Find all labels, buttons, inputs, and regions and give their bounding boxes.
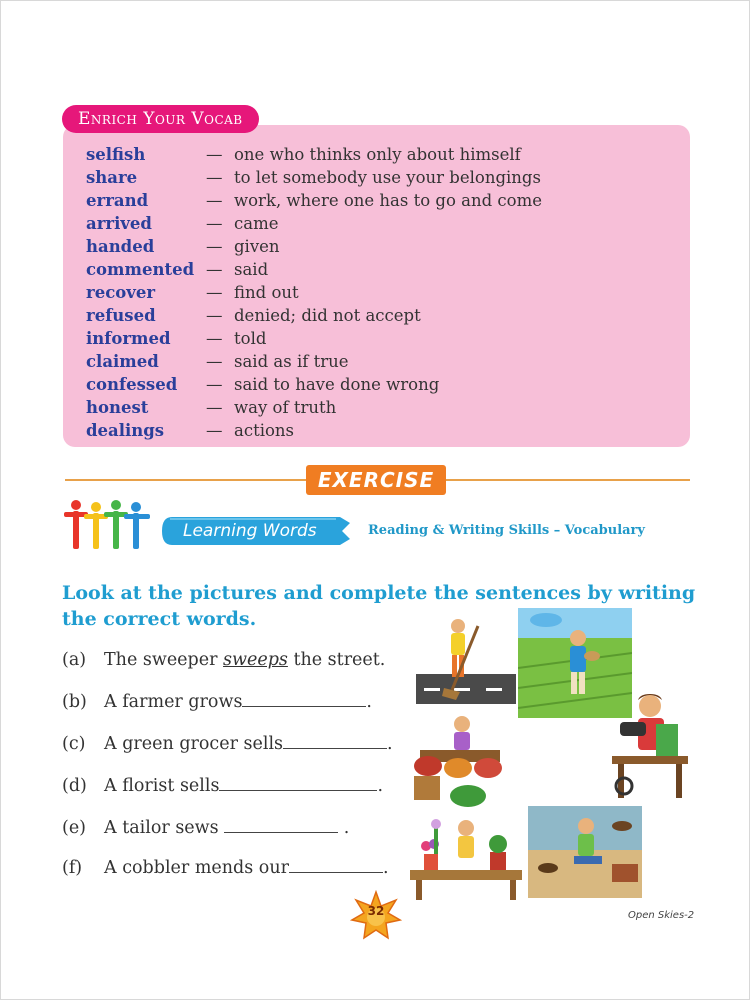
vocab-word: informed	[86, 329, 171, 348]
vocab-row	[86, 258, 542, 281]
vocab-row	[86, 350, 542, 373]
vocab-dash: —	[206, 237, 223, 256]
vocab-row	[86, 143, 542, 166]
vocab-meaning: find out	[234, 283, 299, 302]
vocab-word: confessed	[86, 375, 178, 394]
vocab-word: selfish	[86, 145, 146, 164]
vocab-word: recover	[86, 283, 156, 302]
children-figures-icon	[64, 498, 154, 552]
vocab-dash: —	[206, 352, 223, 371]
answer-blank[interactable]	[289, 856, 383, 873]
sentence-e	[62, 816, 349, 840]
sentence-label: (a)	[62, 650, 87, 670]
vocab-meaning: came	[234, 214, 279, 233]
vocab-meaning: way of truth	[234, 398, 337, 417]
vocab-meaning: to let somebody use your belongings	[234, 168, 541, 187]
exercise-instruction: Look at the pictures and complete the sentences by writing the correct words.	[62, 582, 696, 630]
sentence-d	[62, 774, 383, 798]
florist-picture	[410, 812, 524, 902]
vocab-row	[86, 419, 542, 442]
vocab-dash: —	[206, 421, 223, 440]
sentence-f	[62, 856, 389, 880]
vocab-meaning: said as if true	[234, 352, 349, 371]
sweeper-picture	[416, 612, 516, 704]
vocab-dash: —	[206, 283, 223, 302]
vocab-row	[86, 166, 542, 189]
vocab-row	[86, 396, 542, 419]
vocab-meaning: given	[234, 237, 280, 256]
vocab-meaning: told	[234, 329, 267, 348]
sentence-label: (b)	[62, 692, 87, 712]
vocab-dash: —	[206, 214, 223, 233]
answer-blank[interactable]	[224, 816, 338, 833]
vocab-word: refused	[86, 306, 156, 325]
answer-blank[interactable]	[242, 690, 366, 707]
vocab-row	[86, 212, 542, 235]
vocab-word: honest	[86, 398, 149, 417]
sentence-text: the street.	[287, 650, 386, 670]
vocab-dash: —	[206, 145, 223, 164]
answer-blank[interactable]	[219, 774, 377, 791]
sentence-text: .	[377, 776, 384, 796]
sentence-label: (c)	[62, 734, 86, 754]
book-title: Open Skies-2	[628, 910, 695, 921]
sentence-answer: sweeps	[223, 650, 288, 670]
sentence-label: (d)	[62, 776, 87, 796]
vocab-dash: —	[206, 398, 223, 417]
vocab-word: claimed	[86, 352, 159, 371]
vocab-row	[86, 304, 542, 327]
sentence-c	[62, 732, 393, 756]
answer-blank[interactable]	[283, 732, 387, 749]
vocab-list	[86, 143, 542, 442]
vocab-row	[86, 281, 542, 304]
vocab-word: dealings	[86, 421, 165, 440]
sentence-text: A farmer grows	[104, 692, 243, 712]
vocab-word: handed	[86, 237, 155, 256]
green-grocer-picture	[410, 710, 506, 808]
sentence-text: A florist sells	[104, 776, 220, 796]
sentence-b	[62, 690, 372, 714]
vocab-row	[86, 235, 542, 258]
vocab-header: Enrich Your Vocab	[62, 105, 259, 133]
vocab-row	[86, 189, 542, 212]
sentence-label: (f)	[62, 858, 83, 878]
vocab-meaning: denied; did not accept	[234, 306, 421, 325]
vocab-word: arrived	[86, 214, 152, 233]
sentence-text: .	[366, 692, 372, 712]
skills-caption: Reading & Writing Skills – Vocabulary	[368, 523, 645, 538]
sentence-text: The sweeper	[104, 650, 224, 670]
learning-words-label: Learning Words	[183, 521, 317, 541]
vocab-row	[86, 373, 542, 396]
vocab-dash: —	[206, 260, 223, 279]
vocab-dash: —	[206, 329, 223, 348]
sentence-text: .	[382, 858, 389, 878]
vocab-row	[86, 327, 542, 350]
vocab-dash: —	[206, 191, 223, 210]
vocab-dash: —	[206, 306, 223, 325]
sentence-text: A green grocer sells	[104, 734, 284, 754]
vocab-word: share	[86, 168, 138, 187]
vocab-meaning: one who thinks only about himself	[234, 145, 521, 164]
vocab-word: errand	[86, 191, 149, 210]
vocab-word: commented	[86, 260, 195, 279]
vocab-meaning: actions	[234, 421, 295, 440]
sentence-text: A cobbler mends our	[104, 858, 289, 878]
sentence-label: (e)	[62, 818, 87, 838]
vocab-dash: —	[206, 168, 223, 187]
vocab-meaning: said to have done wrong	[234, 375, 440, 394]
exercise-tag: EXERCISE	[306, 465, 446, 495]
sentence-text: .	[387, 734, 393, 754]
tailor-picture	[604, 690, 694, 806]
vocab-meaning: work, where one has to go and come	[234, 191, 542, 210]
sentence-a	[62, 650, 385, 674]
page-number: 32	[367, 904, 385, 918]
cobbler-picture	[528, 806, 642, 898]
vocab-meaning: said	[234, 260, 269, 279]
sentence-text: .	[338, 818, 350, 838]
sentence-text: A tailor sews	[104, 818, 225, 838]
vocab-dash: —	[206, 375, 223, 394]
